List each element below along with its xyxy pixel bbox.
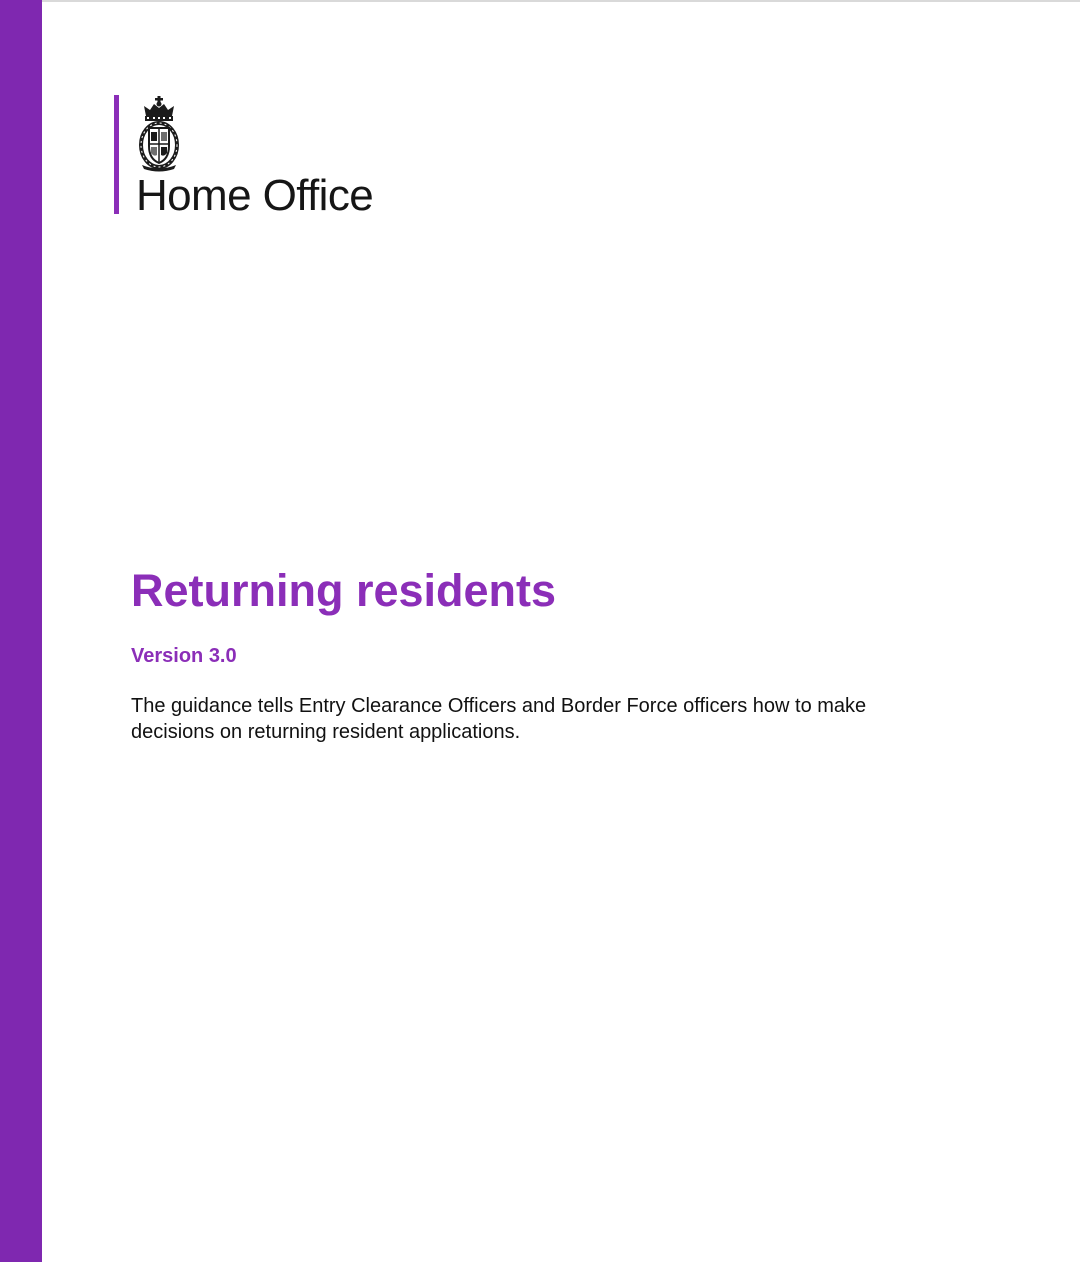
royal-crest-icon — [134, 95, 184, 173]
page-top-border — [0, 0, 1080, 2]
home-office-logo — [114, 95, 404, 220]
document-description: The guidance tells Entry Clearance Officers and Border Force officers how to make decisions on returning resident applications. — [131, 695, 867, 743]
organisation-name: Home Office — [136, 171, 374, 220]
purple-side-bar — [0, 0, 42, 1262]
logo-divider — [114, 95, 119, 214]
document-title: Returning residents — [131, 565, 557, 616]
document-version: Version 3.0 — [131, 645, 237, 667]
